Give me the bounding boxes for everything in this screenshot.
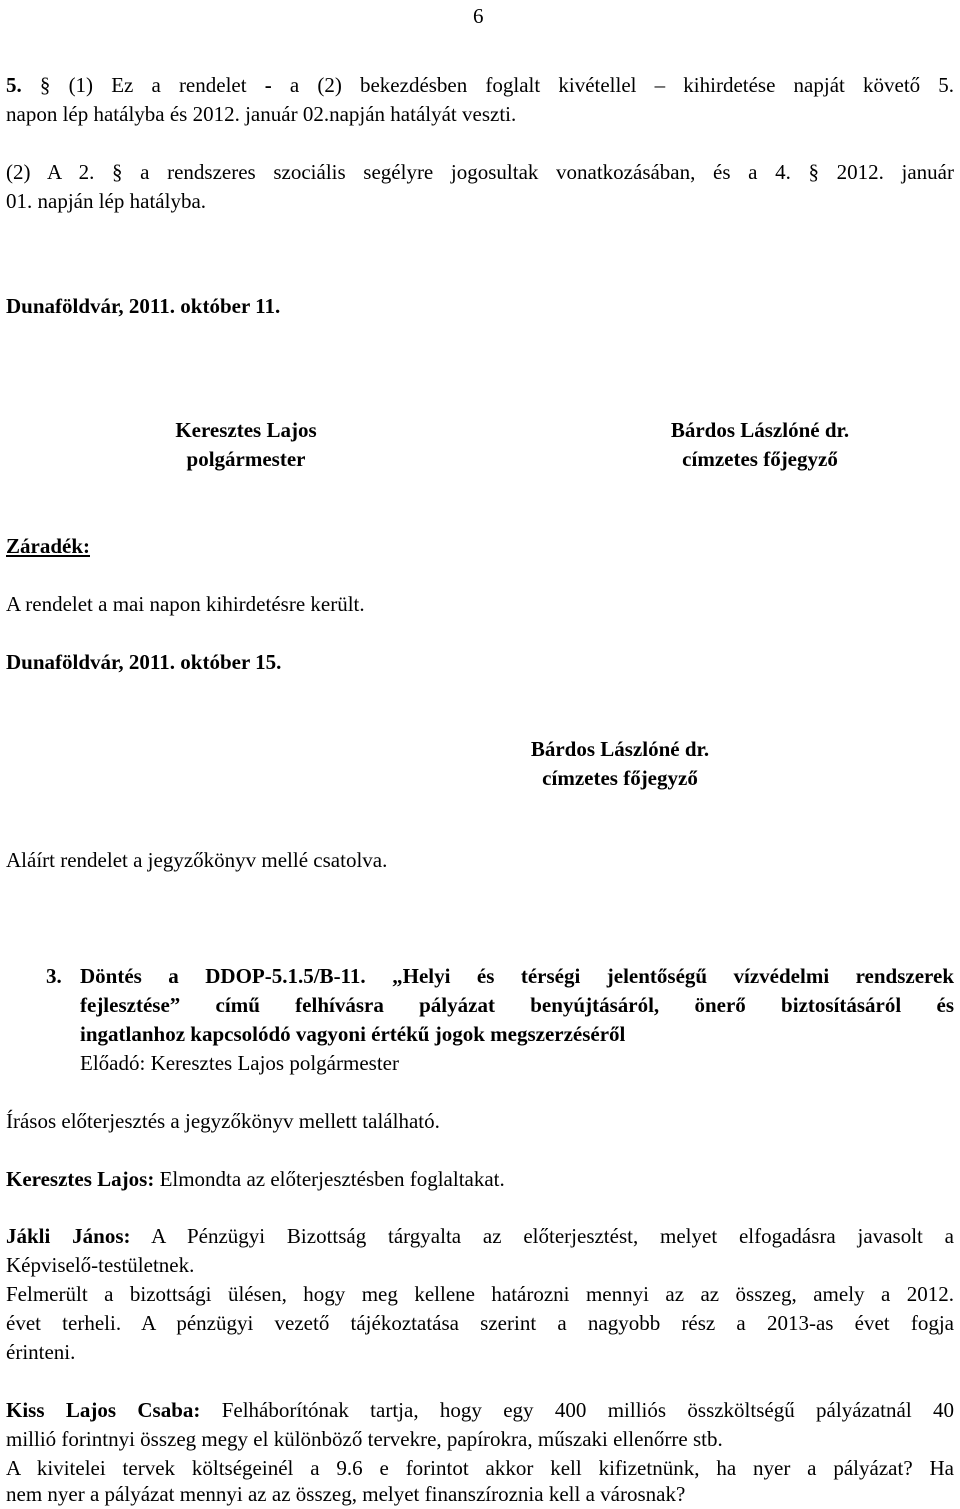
speaker-jakli-line2: Képviselő-testületnek. [6,1253,195,1277]
signature-left-name: Keresztes Lajos [175,418,317,442]
speaker-kiss-line2: millió forintnyi összeg megy el különböző tervekre, papírokra, műszaki ellenőrre stb. [6,1427,723,1451]
agenda-item-title-line1: Döntés a DDOP-5.1.5/B-11. „Helyi és térségi jelentőségű vízvédelmi rendszerek [80,964,954,988]
speaker-kiss-line4: nem nyer a pályázat mennyi az az összeg, melyet finanszíroznia kell a városnak? [6,1482,686,1506]
speaker-name: Kiss Lajos Csaba: [6,1398,201,1422]
paragraph-text: a rendszeres szociális segélyre jogosultak vonatkozásában, és a 4. [140,160,791,184]
speaker-name: Jákli János: [6,1224,131,1248]
section5-paragraph1-line1 [6,71,954,100]
section5-paragraph2-line1 [6,158,954,187]
zaradek-signature-name: Bárdos Lászlóné dr. [530,737,710,761]
written-proposal-note: Írásos előterjesztés a jegyzőkönyv mellett található. [6,1109,440,1133]
speaker-jakli-line5: érinteni. [6,1340,76,1364]
speaker-kiss-line3: A kivitelei tervek költségeinél a 9.6 e forintot akkor kell kifizetnünk, ha nyer a pályázat? Ha [6,1456,954,1480]
speaker-jakli-line1 [6,1222,954,1251]
speaker-jakli-line3: Felmerült a bizottsági ülésen, hogy meg kellene határozni mennyi az az összeg, amely a 2012. [6,1282,954,1306]
zaradek-text: A rendelet a mai napon kihirdetésre került. [6,592,365,616]
signature-right-name: Bárdos Lászlóné dr. [670,418,850,442]
agenda-item-title-line2: fejlesztése” című felhívásra pályázat benyújtásáról, önerő biztosításáról és [80,993,954,1017]
section-sign: § [808,160,819,184]
zaradek-heading: Záradék: [6,534,90,558]
speech-text: Felháborítónak tartja, hogy egy 400 milliós összköltségű pályázatnál 40 [200,1398,954,1422]
paragraph-text: (1) Ez a rendelet [68,73,247,97]
speech-text: Elmondta az előterjesztésben foglaltakat. [154,1167,505,1191]
page-number: 6 [473,4,484,28]
section-sign: § [39,73,51,97]
speaker-jakli-line4: évet terheli. A pénzügyi vezető tájékoztatása szerint a nagyobb rész a 2013-as évet fogja [6,1311,954,1335]
section5-paragraph1-line2: napon lép hatályba és 2012. január 02.napján hatályát veszti. [6,102,517,126]
paragraph-text: (2) A 2. [6,160,95,184]
speaker-keresztes [6,1165,505,1194]
signature-left-title: polgármester [186,447,306,471]
speech-text: A Pénzügyi Bizottság tárgyalta az előterjesztést, melyet elfogadásra javasolt a [130,1224,954,1248]
agenda-item-number: 3. [46,964,62,988]
speaker-kiss-line1 [6,1396,954,1425]
signature-right-title: címzetes főjegyző [682,447,838,471]
zaradek-signature-title: címzetes főjegyző [542,766,698,790]
zaradek-date: Dunaföldvár, 2011. október 15. [6,650,282,674]
section-sign: § [112,160,123,184]
speaker-name: Keresztes Lajos: [6,1167,155,1191]
dash: - [264,73,272,97]
paragraph-text: a (2) bekezdésben foglalt kivétellel – kihirdetése napját követő 5. [289,73,955,97]
section5-paragraph2-line2: 01. napján lép hatályba. [6,189,207,213]
paragraph-text: 2012. január [836,160,954,184]
agenda-item-presenter: Előadó: Keresztes Lajos polgármester [80,1051,399,1075]
agenda-item-title-line3: ingatlanhoz kapcsolódó vagyoni értékű jogok megszerzéséről [80,1022,626,1046]
section-number: 5. [6,73,22,97]
signing-date: Dunaföldvár, 2011. október 11. [6,294,281,318]
zaradek-note: Aláírt rendelet a jegyzőkönyv mellé csatolva. [6,848,388,872]
